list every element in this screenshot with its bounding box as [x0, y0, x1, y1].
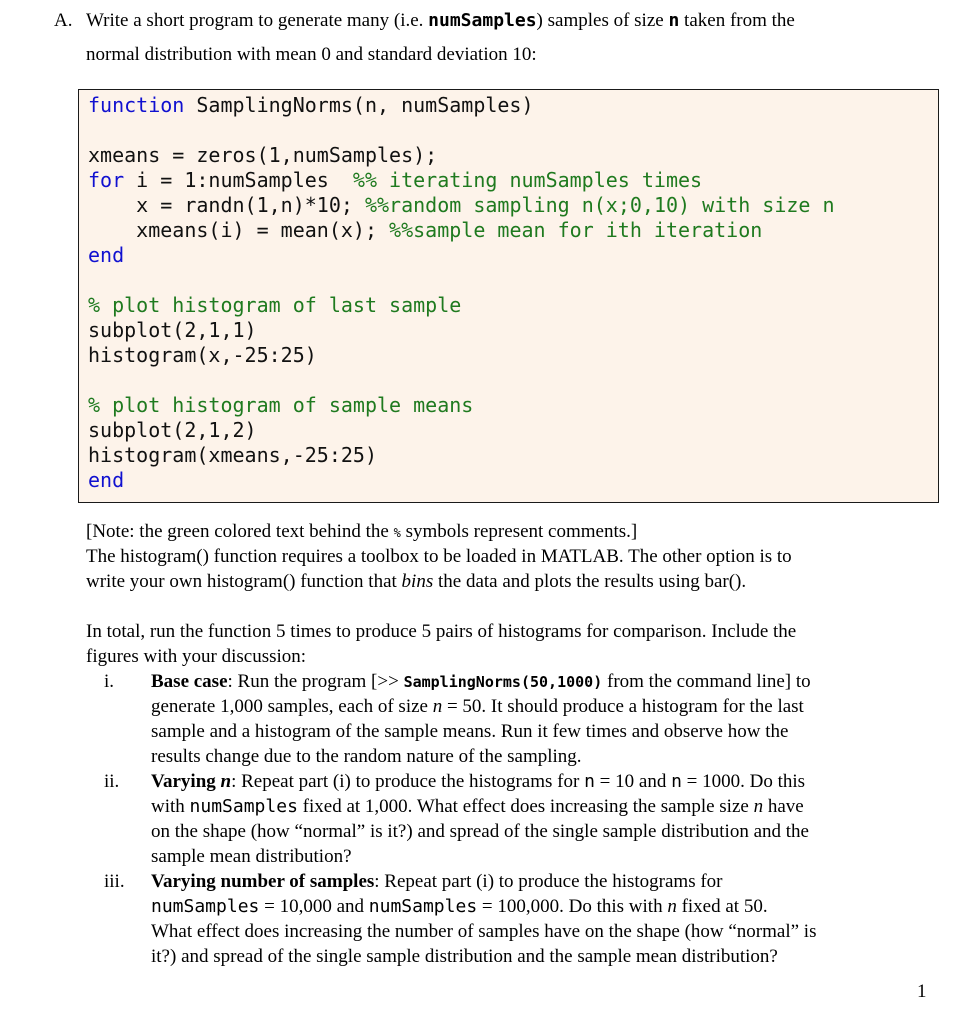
code-listing — [78, 89, 939, 503]
code-comment: %% iterating numSamples times — [352, 168, 703, 192]
inline-code-numsamples: numSamples — [428, 10, 537, 31]
item-ii-line4: sample mean distribution? — [151, 846, 352, 867]
item-ii-line3: on the shape (how “normal” is it?) and spread of the single sample distribution and the — [151, 821, 809, 842]
emphasis-bins: bins — [401, 571, 434, 592]
item-i-line4: results change due to the random nature of the sampling. — [151, 746, 582, 767]
item-iii-line3: What effect does increasing the number of samples have on the shape (how “normal” is — [151, 921, 817, 942]
item-i-line1: Base case: Run the program [>> SamplingNorms(50,1000) from the command line] to — [151, 671, 811, 692]
note-line1: [Note: the green colored text behind the % symbols represent comments.] — [86, 521, 638, 542]
code-comment: %%sample mean for ith iteration — [389, 218, 763, 242]
item-i-line2: generate 1,000 samples, each of size n = 50. It should produce a histogram for the last — [151, 696, 804, 717]
inline-code-n: n — [668, 10, 680, 31]
item-numeral-i: i. — [104, 671, 115, 692]
keyword-function: function — [88, 93, 185, 117]
code-line-zeros: xmeans = zeros(1,numSamples); — [88, 143, 438, 167]
code-comment-hist-means: % plot histogram of sample means — [88, 393, 474, 417]
code-line-subplot1: subplot(2,1,1) — [88, 318, 257, 342]
item-ii-line2: with numSamples fixed at 1,000. What effect does increasing the sample size n have — [151, 796, 804, 817]
intro-line1: In total, run the function 5 times to produce 5 pairs of histograms for comparison. Include the — [86, 621, 797, 642]
code-line-histogram-x: histogram(x,-25:25) — [88, 343, 317, 367]
code-line-end-function: end — [88, 468, 125, 492]
code-line-end-for: end — [88, 243, 125, 267]
item-ii-line1: Varying n: Repeat part (i) to produce the histograms for n = 10 and n = 1000. Do this — [151, 771, 806, 792]
item-i-line3: sample and a histogram of the sample means. Run it few times and observe how the — [151, 721, 789, 742]
item-numeral-iii: iii. — [104, 871, 125, 892]
code-comment: %%random sampling n(x;0,10) with size n — [364, 193, 835, 217]
code-line-mean: xmeans(i) = mean(x); %%sample mean for ith iteration — [88, 218, 763, 242]
code-line-histogram-xmeans: histogram(xmeans,-25:25) — [88, 443, 377, 467]
page-number: 1 — [917, 981, 927, 1002]
code-comment-hist-last: % plot histogram of last sample — [88, 293, 462, 317]
item-iii-line4: it?) and spread of the single sample distribution and the sample mean distribution? — [151, 946, 778, 967]
code-line-randn: x = randn(1,n)*10; %%random sampling n(x;0,10) with size n — [88, 193, 835, 217]
item-numeral-ii: ii. — [104, 771, 120, 792]
intro-line2: figures with your discussion: — [86, 646, 307, 667]
note-line3: write your own histogram() function that bins the data and plots the results using bar(). — [86, 571, 747, 592]
code-line-function: function SamplingNorms(n, numSamples) — [88, 93, 534, 117]
question-text-line1: Write a short program to generate many (i.e. numSamples) samples of size n taken from the — [86, 10, 795, 31]
keyword-for: for — [88, 168, 125, 192]
item-iii-line2: numSamples = 10,000 and numSamples = 100,000. Do this with n fixed at 50. — [151, 896, 768, 917]
code-line-subplot2: subplot(2,1,2) — [88, 418, 257, 442]
question-text-line2: normal distribution with mean 0 and standard deviation 10: — [86, 44, 537, 65]
item-iii-line1: Varying number of samples: Repeat part (i) to produce the histograms for — [151, 871, 723, 892]
inline-code-command: SamplingNorms(50,1000) — [403, 673, 603, 691]
code-line-for: for i = 1:numSamples %% iterating numSamples times — [88, 168, 703, 192]
note-line2: The histogram() function requires a toolbox to be loaded in MATLAB. The other option is to — [86, 546, 792, 567]
question-letter: A. — [54, 10, 73, 31]
percent-symbol: % — [393, 526, 401, 540]
